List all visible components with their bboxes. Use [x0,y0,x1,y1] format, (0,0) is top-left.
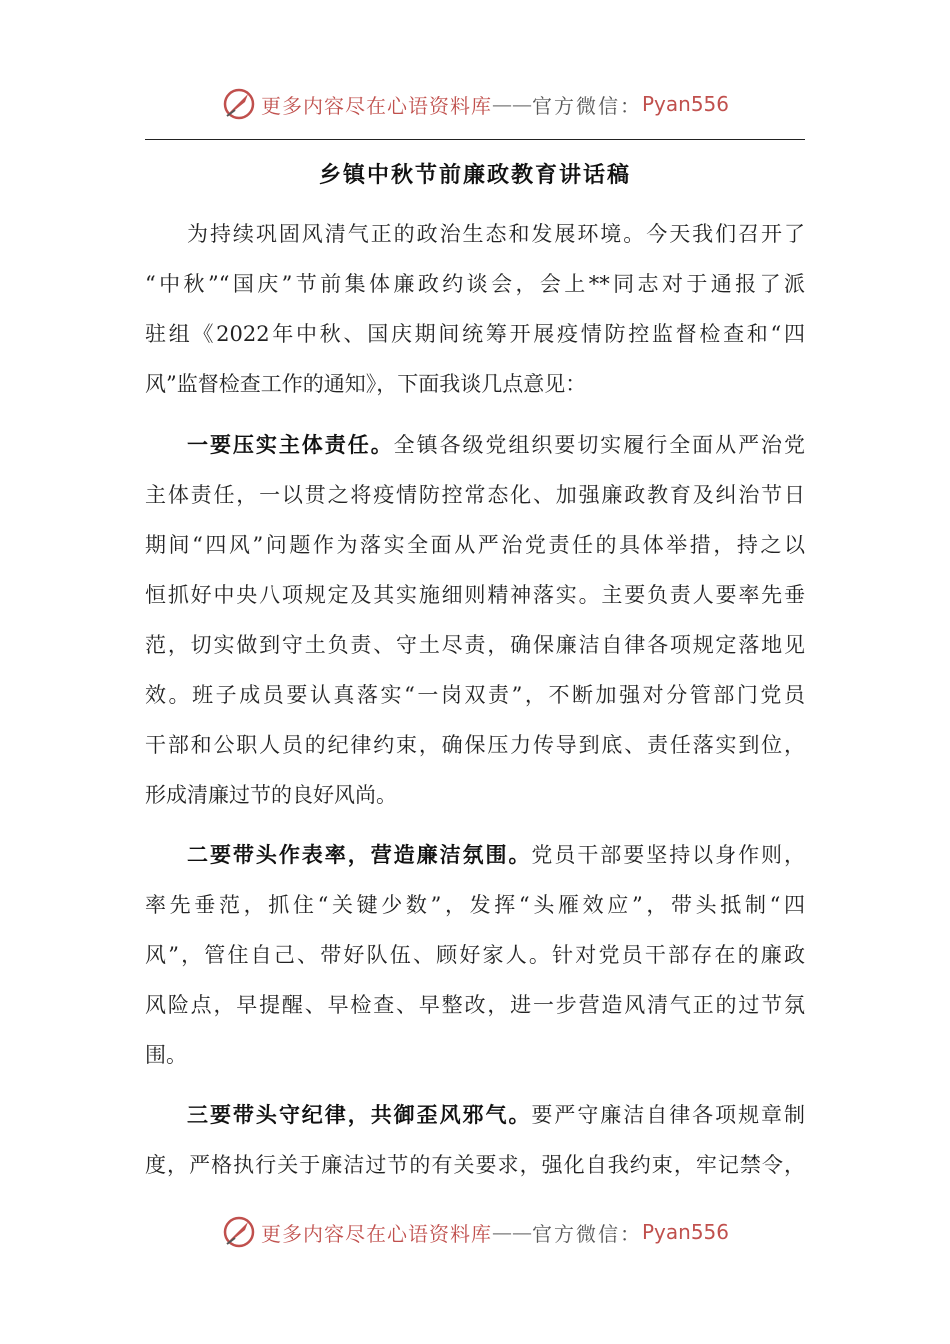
text-line: 为持续巩固风清气正的政治生态和发展环境。今天我们召开了 [187,222,805,246]
watermark-label: 官方微信： [531,1221,642,1246]
text-line: 驻组《2022年中秋、国庆期间统筹开展疫情防控监督检查和“四 [145,322,805,346]
watermark-id: Pyan556 [641,92,729,116]
text-line: 风”监督检查工作的通知》，下面我谈几点意见： [145,372,587,396]
text-line-rest: 要严守廉洁自律各项规章制 [531,1103,805,1127]
text-line: 率先垂范，抓住“关键少数”，发挥“头雁效应”，带头抵制“四 [145,893,805,917]
watermark-text: 更多内容尽在心语资料库 [260,1221,492,1246]
paragraph-one [145,420,805,820]
text-line: 围。 [145,1043,187,1067]
text-line [145,830,805,880]
paragraph-lead: 二要带头作表率，营造廉洁氛围。 [187,842,532,867]
text-line: 范，切实做到守土负责、守土尽责，确保廉洁自律各项规定落地见 [145,633,805,657]
paragraph-lead: 三要带头守纪律，共御歪风邪气。 [187,1102,532,1127]
text-line: 主体责任，一以贯之将疫情防控常态化、加强廉政教育及纠治节日 [145,483,805,507]
text-line: 风险点，早提醒、早检查、早整改，进一步营造风清气正的过节氛 [145,993,805,1017]
text-line [145,1090,805,1140]
text-line: “中秋”“国庆”节前集体廉政约谈会，会上**同志对于通报了派 [145,272,805,296]
text-line: 期间“四风”问题作为落实全面从严治党责任的具体举措，持之以 [145,533,805,557]
text-line: 度，严格执行关于廉洁过节的有关要求，强化自我约束，牢记禁令， [145,1153,805,1177]
watermark-text: 更多内容尽在心语资料库 [260,93,492,118]
paragraph-lead: 一要压实主体责任。 [187,432,394,457]
text-line: 形成清廉过节的良好风尚。 [145,783,397,807]
watermark-id: Pyan556 [641,1220,729,1244]
footer-watermark [0,1212,950,1252]
document-title: 乡镇中秋节前廉政教育讲话稿 [318,162,631,188]
text-line: 效。班子成员要认真落实“一岗双责”，不断加强对分管部门党员 [145,683,805,707]
text-line: 恒抓好中央八项规定及其实施细则精神落实。主要负责人要率先垂 [145,583,805,607]
text-line-rest: 全镇各级党组织要切实履行全面从严治党 [393,433,806,457]
header-rule [145,139,805,140]
header-watermark [0,84,950,124]
watermark-separator: —— [491,1220,532,1244]
paragraph-two [145,830,805,1080]
text-line: 干部和公职人员的纪律约束，确保压力传导到底、责任落实到位， [145,733,805,757]
paragraph-three [145,1090,805,1190]
text-line: 风”，管住自己、带好队伍、顾好家人。针对党员干部存在的廉政 [145,943,805,967]
text-line-rest: 党员干部要坚持以身作则， [531,843,805,867]
quill-logo-icon [221,86,257,122]
quill-logo-icon [221,1214,257,1250]
paragraph-intro [145,209,805,409]
watermark-label: 官方微信： [531,93,642,118]
text-line [145,420,805,470]
watermark-separator: —— [491,92,532,116]
